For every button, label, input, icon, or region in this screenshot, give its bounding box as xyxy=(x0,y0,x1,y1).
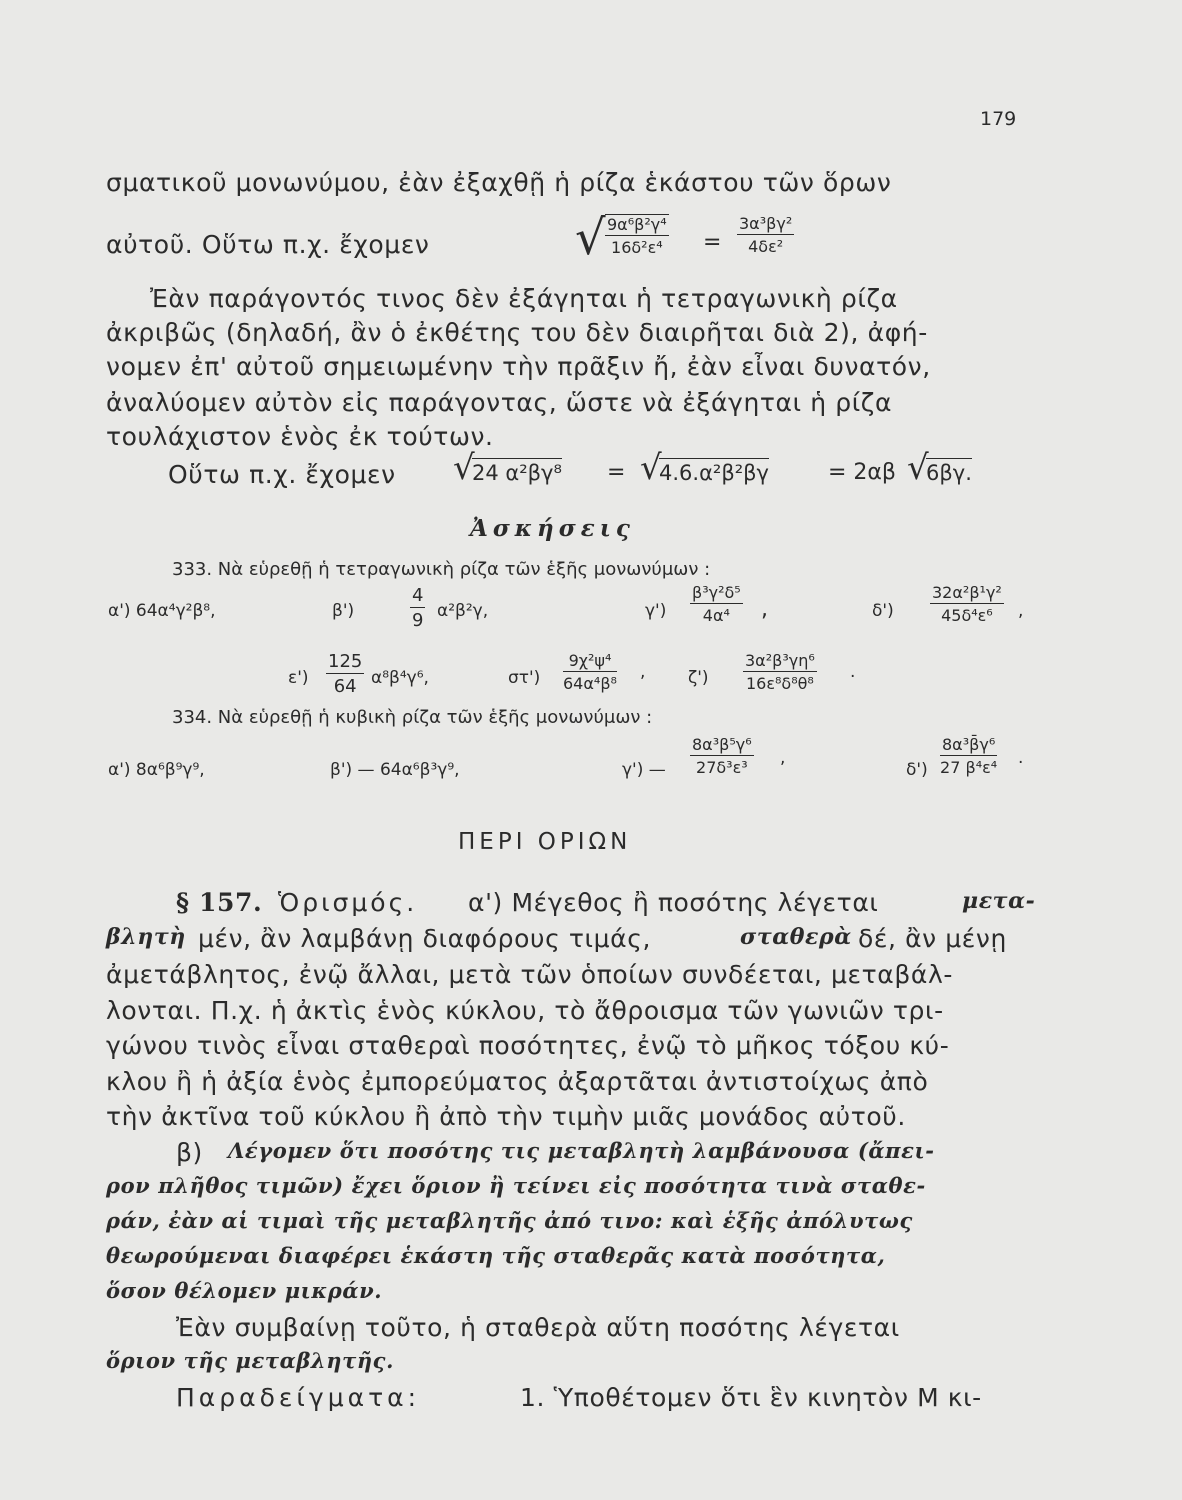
emphasis-term: ὅριον τῆς μεταβλητῆς. xyxy=(106,1348,394,1373)
punctuation: , xyxy=(780,748,786,768)
definition-text: Λέγομεν ὅτι ποσότης τις μεταβλητὴ λαμβάνουσα (ἄπει- xyxy=(228,1138,935,1163)
item-label: γ') — xyxy=(622,760,666,780)
item-label: ε') xyxy=(288,668,309,688)
text-line: γώνου τινὸς εἶναι σταθεραὶ ποσότητες, ἐνῷ τὸ μῆκος τόξου κύ- xyxy=(106,1031,950,1060)
punctuation: . xyxy=(850,662,856,682)
item-label: δ') xyxy=(872,601,894,621)
item-label: γ') xyxy=(645,601,667,621)
radical-sign: √ xyxy=(640,448,662,488)
expression: α⁸β⁴γ⁶, xyxy=(371,668,429,688)
radical-sign: √ xyxy=(453,448,475,488)
text-line: ἀκριβῶς (δηλαδή, ἂν ὁ ἐκθέτης του δὲν διαιρῆται διὰ 2), ἀφή- xyxy=(106,318,928,347)
definition-text: ράν, ἐὰν αἱ τιμαὶ τῆς μεταβλητῆς ἀπό τινο: καὶ ἑξῆς ἀπόλυτως xyxy=(106,1208,913,1233)
equals-sign: = xyxy=(703,230,722,255)
emphasis-term: βλητὴ xyxy=(106,924,186,950)
punctuation: , xyxy=(640,662,646,682)
text-line: τουλάχιστον ἑνὸς ἐκ τούτων. xyxy=(106,422,494,451)
section-number: § 157. xyxy=(176,888,263,917)
item-label: στ') xyxy=(508,668,541,688)
item-label: β) xyxy=(176,1138,203,1167)
text-line: Ἐὰν συμβαίνῃ τοῦτο, ἡ σταθερὰ αὕτη ποσότης λέγεται xyxy=(176,1313,900,1342)
fraction: $\frac{125}{64}$ xyxy=(328,651,363,697)
punctuation: , xyxy=(1018,601,1024,621)
text-line: ἀναλύομεν αὐτὸν εἰς παράγοντας, ὥστε νὰ ἐξάγηται ἡ ρίζα xyxy=(106,388,893,417)
radicand: 24 α²βγ⁸ xyxy=(472,458,562,485)
exercise-item: α') 64α⁴γ²β⁸, xyxy=(108,601,216,621)
text-line: ἀμετάβλητος, ἐνῷ ἄλλαι, μετὰ τῶν ὁποίων συνδέεται, μεταβάλ- xyxy=(106,960,954,989)
exercise-item: α') 8α⁶β⁹γ⁹, xyxy=(108,760,205,780)
text-line: Ἐὰν παράγοντός τινος δὲν ἐξάγηται ἡ τετραγωνικὴ ρίζα xyxy=(150,284,898,313)
emphasis-term: μετα- xyxy=(962,888,1036,914)
fraction: $\frac{\text{8α³β⁵γ⁶}}{\text{27δ³ε³}}$ xyxy=(692,735,752,777)
fraction: $\frac{\text{β³γ²δ⁵}}{\text{4α⁴}}$ xyxy=(692,583,741,625)
radical-sign: √ xyxy=(575,210,606,266)
definition-text: θεωρούμεναι διαφέρει ἑκάστη τῆς σταθερᾶς κατὰ ποσότητα, xyxy=(106,1243,886,1268)
equation-part: = 2αβ xyxy=(828,460,896,485)
item-label: β') xyxy=(332,601,355,621)
page-number: 179 xyxy=(980,108,1017,130)
emphasis-term: σταθερὰ xyxy=(740,924,852,950)
definition-text: ρον πλῆθος τιμῶν) ἔχει ὅριον ἢ τείνει εἰς ποσότητα τινὰ σταθε- xyxy=(106,1173,926,1198)
exercise-item: β') — 64α⁶β³γ⁹, xyxy=(330,760,460,780)
text-line: λονται. Π.χ. ἡ ἀκτὶς ἑνὸς κύκλου, τὸ ἄθροισμα τῶν γωνιῶν τρι- xyxy=(106,996,944,1025)
equals-sign: = xyxy=(607,460,626,485)
fraction: $\frac{\text{9χ²ψ⁴}}{\text{64α⁴β⁸}}$ xyxy=(563,651,617,693)
fraction: $\frac{\text{3α³βγ²}}{\text{4δε²}}$ xyxy=(739,214,793,256)
text-line: κλου ἢ ἡ ἀξία ἑνὸς ἐμπορεύματος ἀξαρτᾶται ἀντιστοίχως ἀπὸ xyxy=(106,1067,929,1096)
fraction: $\frac{4}{9}$ xyxy=(412,585,424,631)
text-line: τὴν ἀκτῖνα τοῦ κύκλου ἢ ἀπὸ τὴν τιμὴν μιᾶς μονάδος αὐτοῦ. xyxy=(106,1102,906,1131)
radical-sign: √ xyxy=(907,448,929,488)
punctuation: , xyxy=(761,597,768,622)
definition-text: ὅσον θέλομεν μικράν. xyxy=(106,1278,383,1303)
text-line: α') Μέγεθος ἢ ποσότης λέγεται xyxy=(468,888,879,917)
item-label: ζ') xyxy=(688,668,709,688)
text-line: μέν, ἂν λαμβάνῃ διαφόρους τιμάς, xyxy=(198,924,652,953)
exercises-heading: Ἀσκήσεις xyxy=(470,515,635,542)
text-line: σματικοῦ μονωνύμου, ἐὰν ἐξαχθῇ ἡ ρίζα ἑκάστου τῶν ὅρων xyxy=(106,168,892,197)
definition-label: Ὁρισμός. xyxy=(278,888,418,917)
exercise-prompt: 333. Νὰ εὑρεθῇ ἡ τετραγωνικὴ ρίζα τῶν ἑξῆς μονωνύμων : xyxy=(172,559,711,580)
radicand: 6βγ. xyxy=(926,458,972,485)
item-label: δ') xyxy=(906,760,928,780)
radicand: 4.6.α²β²βγ xyxy=(659,458,769,485)
text-line: 1. Ὑποθέτομεν ὅτι ἓν κινητὸν Μ κι- xyxy=(520,1383,982,1412)
text-line: νομεν ἐπ' αὐτοῦ σημειωμένην τὴν πρᾶξιν ἤ, ἐὰν εἶναι δυνατόν, xyxy=(106,352,931,381)
fraction: $\frac{\text{8α³β̄γ⁶}}{\text{27 β⁴ε⁴}}$ xyxy=(940,735,998,777)
fraction: $\frac{\text{3α²β³γη⁶}}{\text{16ε⁸δ⁸θ⁸}}$ xyxy=(745,651,815,693)
text-line: αὐτοῦ. Οὕτω π.χ. ἔχομεν xyxy=(106,230,430,259)
punctuation: . xyxy=(1018,748,1024,768)
exercise-prompt: 334. Νὰ εὑρεθῇ ἡ κυβικὴ ρίζα τῶν ἑξῆς μονωνύμων : xyxy=(172,707,653,728)
text-line: Οὕτω π.χ. ἔχομεν xyxy=(168,460,396,489)
fraction: $\frac{\text{32α²β¹γ²}}{\text{45δ⁴ε⁶}}$ xyxy=(932,583,1002,625)
examples-label: Παραδείγματα: xyxy=(176,1383,421,1412)
expression: α²β²γ, xyxy=(437,601,489,621)
fraction: $\frac{\text{9α⁶β²γ⁴}}{\text{16δ²ε⁴}}$ xyxy=(607,215,667,257)
section-heading: ΠΕΡΙ ΟΡΙΩΝ xyxy=(458,829,632,855)
text-line: δέ, ἂν μένῃ xyxy=(858,924,1007,953)
